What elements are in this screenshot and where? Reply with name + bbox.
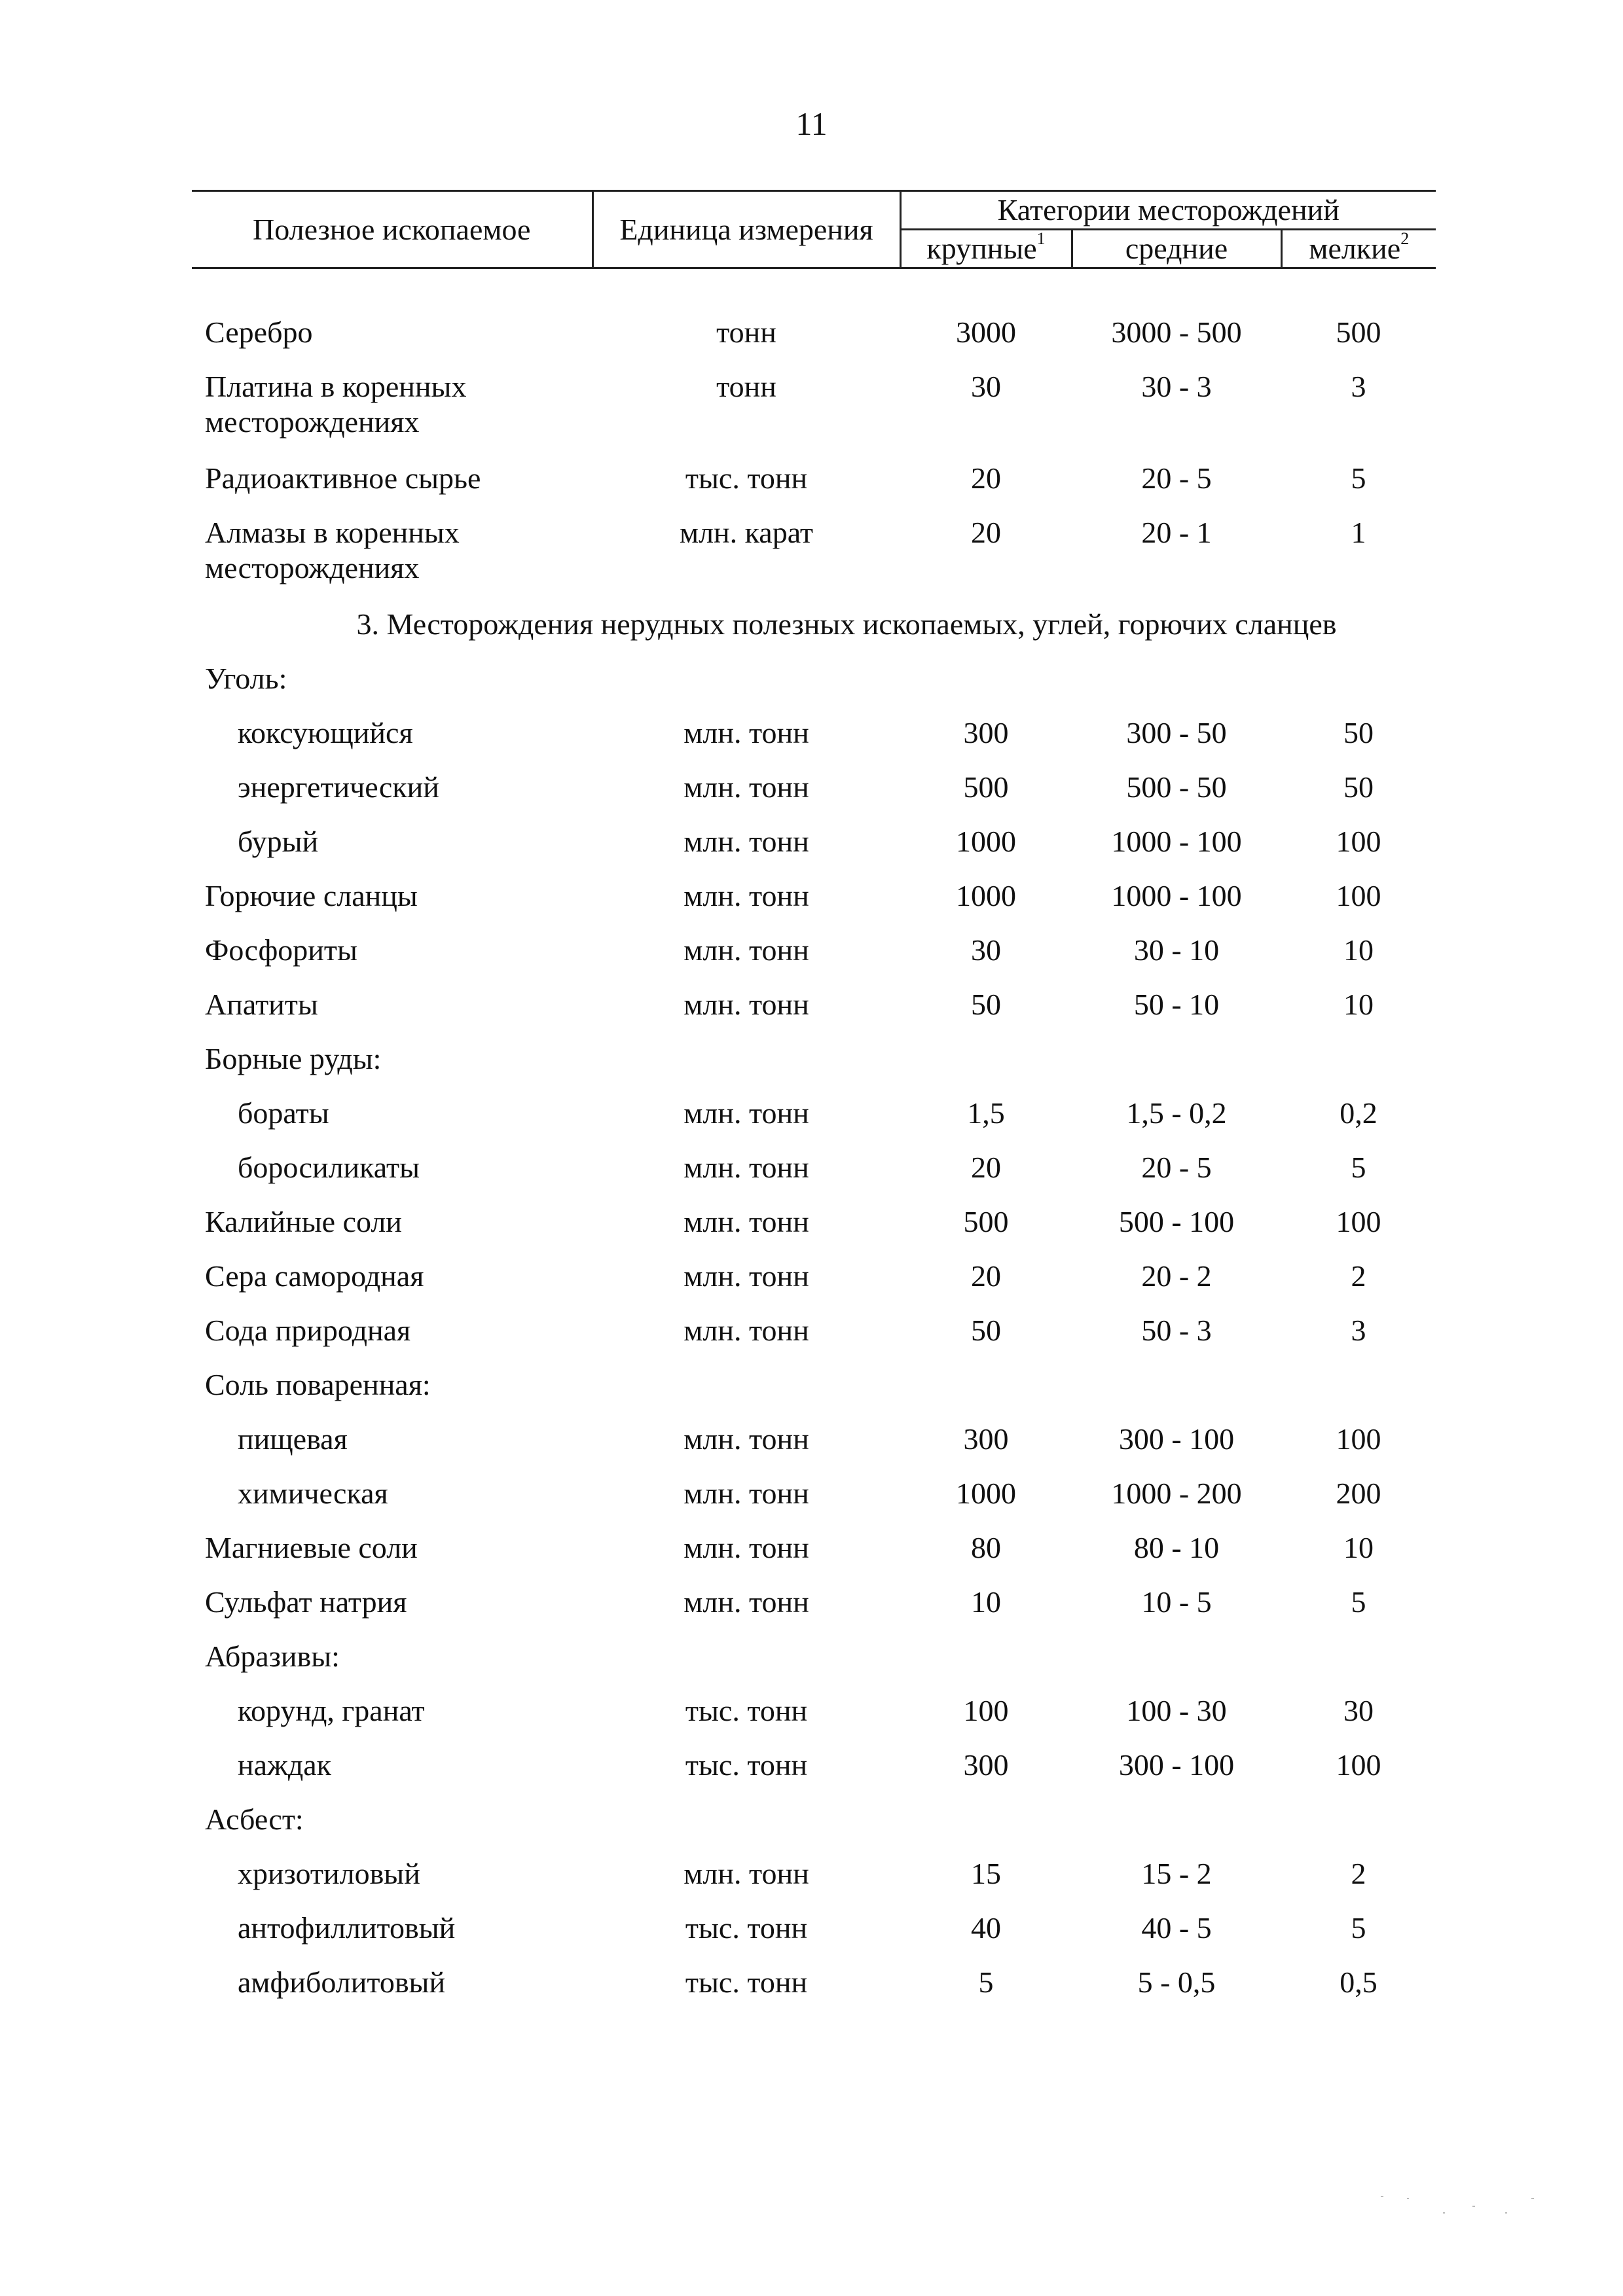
cell-small: 50 <box>1343 770 1374 804</box>
section-title: 3. Месторождения нерудных полезных ископаемых, углей, горючих сланцев <box>356 607 1337 641</box>
cell-unit: млн. тонн <box>684 825 809 858</box>
cell-large: 50 <box>971 1314 1001 1347</box>
cell-small: 500 <box>1336 315 1381 349</box>
table-row <box>192 933 1436 987</box>
cell-large <box>900 1041 1072 1096</box>
cell-medium: 20 - 5 <box>1141 1151 1212 1184</box>
cell-name: бораты <box>238 1096 329 1130</box>
table-row <box>192 1367 1436 1422</box>
cell-name: химическая <box>238 1477 388 1510</box>
table-row <box>192 987 1436 1041</box>
table-row <box>192 715 1436 770</box>
header-medium: средние <box>1072 230 1281 268</box>
table-row <box>192 878 1436 933</box>
table-row <box>192 1096 1436 1150</box>
table-row <box>192 1585 1436 1639</box>
cell-name: Фосфориты <box>205 933 357 967</box>
cell-unit <box>593 1367 900 1422</box>
cell-unit: млн. тонн <box>684 1259 809 1293</box>
cell-medium: 1,5 - 0,2 <box>1126 1096 1227 1130</box>
cell-small: 5 <box>1351 461 1366 495</box>
cell-large: 20 <box>971 516 1001 549</box>
cell-unit: млн. тонн <box>684 1857 809 1890</box>
cell-medium: 300 - 50 <box>1126 716 1227 749</box>
table-row <box>192 1259 1436 1313</box>
cell-name: Алмазы в коренных месторождениях <box>205 516 460 584</box>
cell-unit: млн. тонн <box>684 1205 809 1238</box>
cell-large: 30 <box>971 370 1001 403</box>
cell-small: 3 <box>1351 1314 1366 1347</box>
cell-small: 0,2 <box>1340 1096 1377 1130</box>
cell-small: 5 <box>1351 1911 1366 1945</box>
cell-large: 20 <box>971 1151 1001 1184</box>
cell-unit: млн. тонн <box>684 1585 809 1619</box>
cell-large: 300 <box>963 1422 1009 1456</box>
table <box>192 190 1436 2019</box>
cell-small: 2 <box>1351 1259 1366 1293</box>
cell-large: 1000 <box>956 825 1016 858</box>
table-row <box>192 1422 1436 1476</box>
cell-unit: млн. карат <box>679 516 814 549</box>
cell-small: 1 <box>1351 516 1366 549</box>
cell-small: 200 <box>1336 1477 1381 1510</box>
cell-unit <box>593 661 900 715</box>
table-row <box>192 1693 1436 1748</box>
table-row <box>192 1313 1436 1367</box>
section-row <box>192 607 1436 661</box>
cell-large: 500 <box>963 1205 1009 1238</box>
cell-small: 2 <box>1351 1857 1366 1890</box>
cell-unit: млн. тонн <box>684 716 809 749</box>
footnote-1-marker: 1 <box>1036 229 1046 248</box>
cell-name: пищевая <box>238 1422 348 1456</box>
cell-unit: тыс. тонн <box>685 1911 808 1945</box>
scan-noise-marks <box>1381 2193 1544 2225</box>
cell-medium: 15 - 2 <box>1141 1857 1212 1890</box>
table-row <box>192 461 1436 515</box>
cell-medium: 20 - 2 <box>1141 1259 1212 1293</box>
cell-large: 30 <box>971 933 1001 967</box>
cell-medium: 80 - 10 <box>1133 1531 1220 1564</box>
cell-small: 50 <box>1343 716 1374 749</box>
cell-unit: тыс. тонн <box>685 1965 808 1999</box>
spacer-row <box>192 268 1436 315</box>
cell-medium: 50 - 3 <box>1141 1314 1212 1347</box>
table-row <box>192 824 1436 878</box>
cell-large <box>900 1367 1072 1422</box>
cell-medium <box>1072 1802 1281 1856</box>
table-row <box>192 1802 1436 1856</box>
cell-small: 100 <box>1336 1422 1381 1456</box>
cell-medium: 500 - 100 <box>1118 1205 1235 1238</box>
table-row <box>192 315 1436 369</box>
cell-medium: 100 - 30 <box>1126 1694 1227 1727</box>
cell-name: Сульфат натрия <box>205 1585 407 1619</box>
cell-large: 3000 <box>956 315 1016 349</box>
table-row <box>192 1150 1436 1204</box>
cell-unit: тыс. тонн <box>685 1694 808 1727</box>
cell-large <box>900 661 1072 715</box>
cell-small: 10 <box>1343 933 1374 967</box>
cell-small: 0,5 <box>1340 1965 1377 1999</box>
deposit-categories-table <box>192 190 1436 2019</box>
cell-name: Соль поваренная: <box>205 1368 431 1401</box>
header-small-label: мелкие <box>1309 232 1401 265</box>
cell-large: 15 <box>971 1857 1001 1890</box>
header-categories: Категории месторождений <box>900 191 1436 230</box>
cell-medium: 3000 - 500 <box>1111 315 1242 349</box>
cell-small <box>1281 661 1436 715</box>
cell-large: 10 <box>971 1585 1001 1619</box>
page-number: 11 <box>795 105 828 142</box>
cell-medium: 1000 - 100 <box>1111 825 1242 858</box>
table-row <box>192 1204 1436 1259</box>
cell-unit: млн. тонн <box>684 933 809 967</box>
cell-large: 20 <box>971 1259 1001 1293</box>
cell-unit: млн. тонн <box>684 1422 809 1456</box>
cell-large: 300 <box>963 1748 1009 1782</box>
header-unit: Единица измерения <box>593 191 900 268</box>
table-row <box>192 1041 1436 1096</box>
cell-large <box>900 1639 1072 1693</box>
cell-unit <box>593 1802 900 1856</box>
cell-name: Сера самородная <box>205 1259 424 1293</box>
cell-unit <box>593 1041 900 1096</box>
header-mineral: Полезное ископаемое <box>192 191 593 268</box>
cell-unit: млн. тонн <box>684 1531 809 1564</box>
cell-name: Калийные соли <box>205 1205 402 1238</box>
cell-medium: 30 - 10 <box>1133 933 1220 967</box>
cell-medium: 40 - 5 <box>1141 1911 1212 1945</box>
cell-medium <box>1072 1367 1281 1422</box>
table-row <box>192 1965 1436 2019</box>
cell-medium: 20 - 5 <box>1141 461 1212 495</box>
cell-medium: 5 - 0,5 <box>1137 1965 1216 1999</box>
cell-large: 500 <box>963 770 1009 804</box>
cell-unit: тыс. тонн <box>685 461 808 495</box>
cell-medium: 20 - 1 <box>1141 516 1212 549</box>
cell-large: 1,5 <box>967 1096 1005 1130</box>
cell-unit: млн. тонн <box>684 1096 809 1130</box>
cell-medium: 50 - 10 <box>1133 988 1220 1021</box>
cell-name: Апатиты <box>205 988 318 1021</box>
header-large <box>900 230 1072 268</box>
cell-name: Горючие сланцы <box>205 879 418 912</box>
cell-medium: 300 - 100 <box>1118 1748 1235 1782</box>
table-row <box>192 770 1436 824</box>
table-row <box>192 1639 1436 1693</box>
cell-medium: 1000 - 100 <box>1111 879 1242 912</box>
table-body <box>192 268 1436 2020</box>
cell-large: 1000 <box>956 879 1016 912</box>
cell-name: боросиликаты <box>238 1151 420 1184</box>
cell-medium <box>1072 661 1281 715</box>
cell-large: 300 <box>963 716 1009 749</box>
cell-medium: 300 - 100 <box>1118 1422 1235 1456</box>
cell-name: Платина в коренных месторождениях <box>205 370 467 439</box>
cell-name: Радиоактивное сырье <box>205 461 481 495</box>
header-large-label: крупные <box>926 232 1037 265</box>
cell-medium: 30 - 3 <box>1141 370 1212 403</box>
cell-name: Абразивы: <box>205 1640 340 1673</box>
cell-medium <box>1072 1041 1281 1096</box>
cell-small: 10 <box>1343 1531 1374 1564</box>
table-row <box>192 1530 1436 1585</box>
cell-small: 100 <box>1336 1205 1381 1238</box>
cell-name: Магниевые соли <box>205 1531 418 1564</box>
cell-large <box>900 1802 1072 1856</box>
cell-unit: млн. тонн <box>684 1151 809 1184</box>
table-row <box>192 515 1436 607</box>
table-row <box>192 369 1436 461</box>
cell-name: коксующийся <box>238 716 413 749</box>
cell-name: Уголь: <box>205 662 287 695</box>
header-small <box>1281 230 1436 268</box>
cell-unit: млн. тонн <box>684 1314 809 1347</box>
cell-small: 5 <box>1351 1151 1366 1184</box>
cell-small: 10 <box>1343 988 1374 1021</box>
cell-large: 20 <box>971 461 1001 495</box>
cell-name: Серебро <box>205 315 313 349</box>
cell-name: амфиболитовый <box>238 1965 446 1999</box>
cell-small: 100 <box>1336 1748 1381 1782</box>
table-row <box>192 1476 1436 1530</box>
table-header <box>192 191 1436 268</box>
cell-small: 100 <box>1336 879 1381 912</box>
cell-medium: 500 - 50 <box>1126 770 1227 804</box>
cell-large: 40 <box>971 1911 1001 1945</box>
footnote-2-marker: 2 <box>1400 229 1410 248</box>
cell-unit: млн. тонн <box>684 1477 809 1510</box>
table-row <box>192 1910 1436 1965</box>
cell-name: антофиллитовый <box>238 1911 456 1945</box>
cell-unit: тонн <box>716 370 776 403</box>
cell-small <box>1281 1041 1436 1096</box>
cell-small <box>1281 1367 1436 1422</box>
cell-medium: 10 - 5 <box>1141 1585 1212 1619</box>
cell-unit <box>593 1639 900 1693</box>
cell-medium <box>1072 1639 1281 1693</box>
cell-name: энергетический <box>238 770 439 804</box>
cell-large: 5 <box>978 1965 994 1999</box>
cell-medium: 1000 - 200 <box>1111 1477 1242 1510</box>
cell-unit: тыс. тонн <box>685 1748 808 1782</box>
cell-unit: тонн <box>716 315 776 349</box>
cell-name: корунд, гранат <box>238 1694 425 1727</box>
table-row <box>192 1856 1436 1910</box>
cell-small: 3 <box>1351 370 1366 403</box>
cell-name: Сода природная <box>205 1314 411 1347</box>
cell-small: 5 <box>1351 1585 1366 1619</box>
table-row <box>192 661 1436 715</box>
cell-name: бурый <box>238 825 319 858</box>
cell-small <box>1281 1639 1436 1693</box>
cell-name: Борные руды: <box>205 1042 382 1075</box>
table-row <box>192 1748 1436 1802</box>
cell-large: 1000 <box>956 1477 1016 1510</box>
cell-name: хризотиловый <box>238 1857 420 1890</box>
cell-name: Асбест: <box>205 1803 304 1836</box>
cell-small: 100 <box>1336 825 1381 858</box>
cell-large: 80 <box>971 1531 1001 1564</box>
cell-unit: млн. тонн <box>684 770 809 804</box>
cell-unit: млн. тонн <box>684 879 809 912</box>
cell-small: 30 <box>1343 1694 1374 1727</box>
cell-name: наждак <box>238 1748 331 1782</box>
cell-small <box>1281 1802 1436 1856</box>
cell-large: 100 <box>963 1694 1009 1727</box>
cell-large: 50 <box>971 988 1001 1021</box>
cell-unit: млн. тонн <box>684 988 809 1021</box>
